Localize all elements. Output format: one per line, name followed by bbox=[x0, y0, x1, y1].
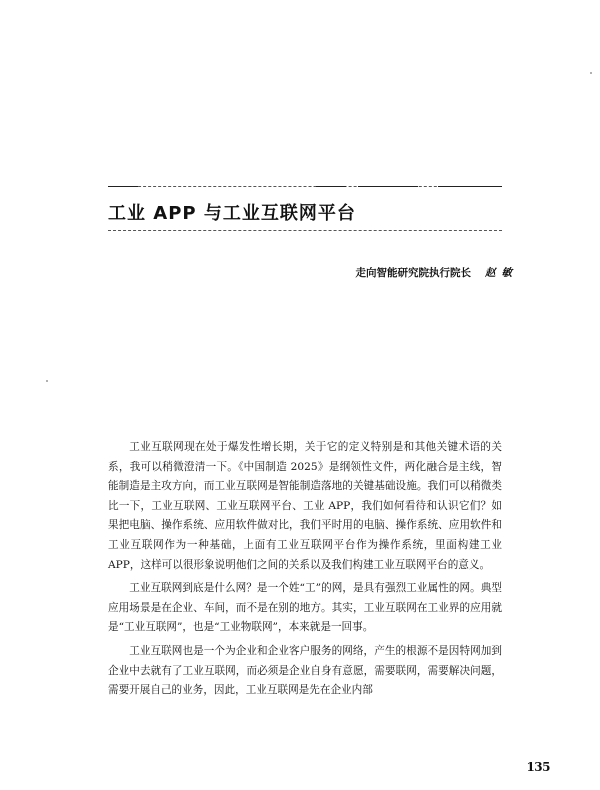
scan-speck bbox=[46, 380, 48, 382]
title-rule-top bbox=[108, 186, 502, 187]
scan-speck bbox=[590, 72, 592, 74]
byline bbox=[356, 265, 519, 280]
article-body bbox=[108, 438, 502, 705]
paragraph: 工业互联网也是一个为企业和企业客户服务的网络，产生的根源不是因特网加到企业中去就有了工业互联网，而必须是企业自身有意愿，需要联网，需要解决问题，需要开展自己的业务，因此，工业互联网是先在企业内部 bbox=[108, 644, 502, 697]
author-affiliation: 走向智能研究院执行院长 bbox=[355, 267, 471, 279]
article-title: 工业 APP 与工业互联网平台 bbox=[108, 203, 356, 224]
page-number: 135 bbox=[526, 760, 550, 774]
author-name: 赵敏 bbox=[485, 267, 518, 279]
paragraph: 工业互联网现在处于爆发性增长期，关于它的定义特别是和其他关键术语的关系，我可以稍微澄清一下。《中国制造 2025》是纲领性文件，两化融合是主线，智能制造是主攻方向，而工业互联网是智能制造落地的关键基础设施。我们可以稍微类比一下，工业互联网、工业互联网平台、工业 APP，我们如何看待和认识它们？如果把电脑、操作系统、应用软件做对比，我们平时用的电脑、操作系统、应用软件和工业互联网作为一种基础，上面有工业互联网平台作为操作系统，里面构建工业 APP，这样可以很形象说明他们之间的关系以及我们构建工业互联网平台的意义。 bbox=[108, 441, 502, 571]
paragraph: 工业互联网到底是什么网？是一个姓“工”的网，是具有强烈工业属性的网。典型应用场景是在企业、车间，而不是在别的地方。其实，工业互联网在工业界的应用就是“工业互联网”，也是“工业物联网”，本来就是一回事。 bbox=[108, 582, 502, 634]
title-rule-bottom bbox=[108, 230, 502, 231]
